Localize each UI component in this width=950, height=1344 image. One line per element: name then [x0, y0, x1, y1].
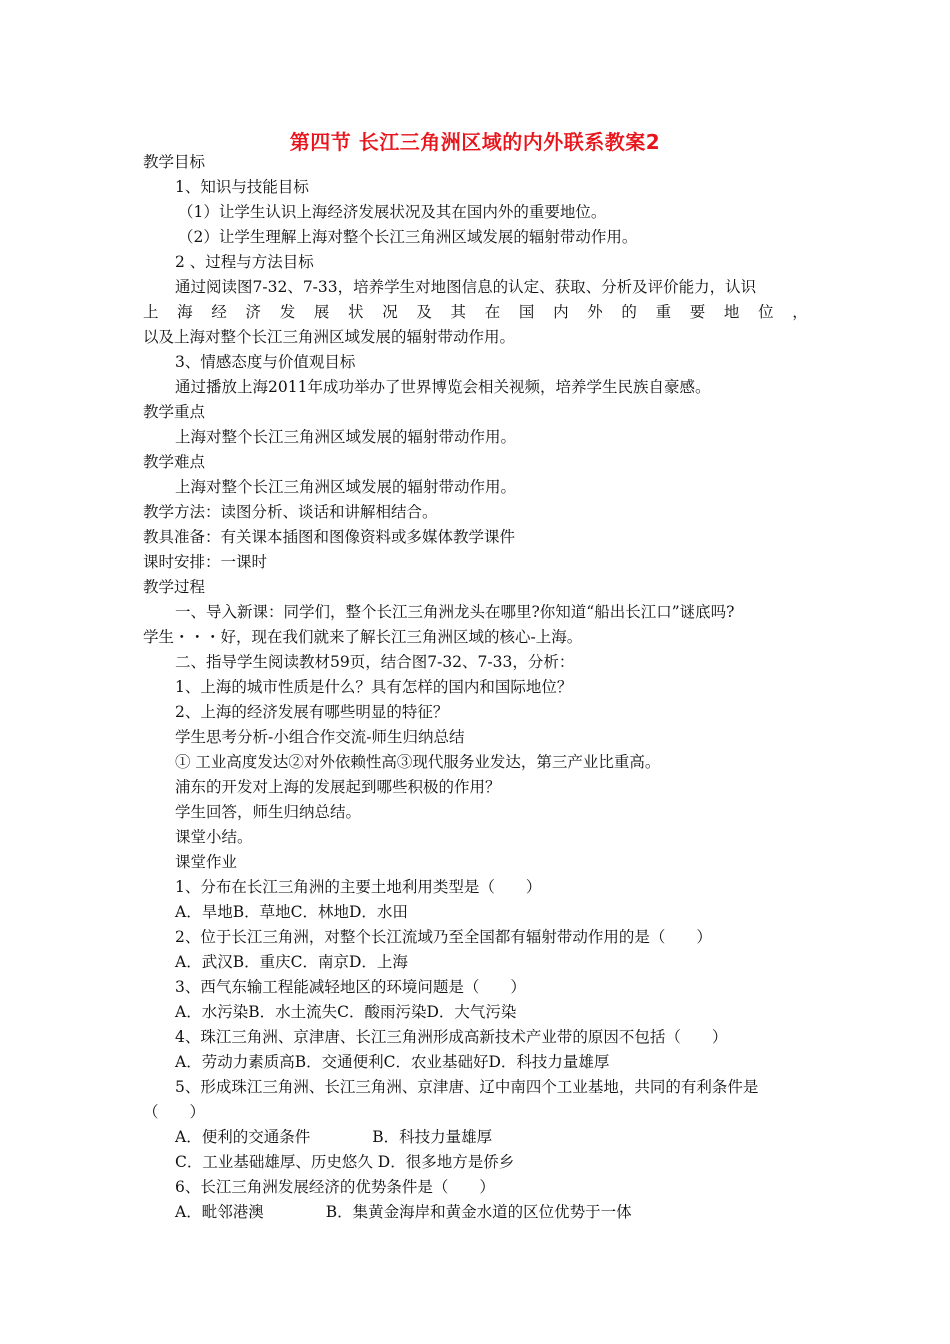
- answer-options: A．便利的交通条件 B．科技力量雄厚: [175, 1128, 493, 1146]
- text-line: 学生思考分析-小组合作交流-师生归纳总结: [175, 728, 465, 746]
- text-line: 二、指导学生阅读教材59页，结合图7-32、7-33，分析：: [175, 653, 575, 671]
- text-line: 1、上海的城市性质是什么？具有怎样的国内和国际地位？: [175, 678, 573, 696]
- text-line: 上海对整个长江三角洲区域发展的辐射带动作用。: [175, 478, 517, 496]
- question-text: 2、位于长江三角洲，对整个长江流域乃至全国都有辐射带动作用的是（ ）: [175, 928, 712, 946]
- question-text: （ ）: [143, 1103, 206, 1121]
- char: 及: [416, 303, 432, 321]
- question-text: 4、珠江三角洲、京津唐、长江三角洲形成高新技术产业带的原因不包括（ ）: [175, 1028, 728, 1046]
- answer-options: A．旱地B．草地C．林地D．水田: [175, 903, 408, 921]
- char: 的: [621, 303, 637, 321]
- text-line: （2）让学生理解上海对整个长江三角洲区域发展的辐射带动作用。: [178, 228, 638, 246]
- text-line: 一、导入新课：同学们，整个长江三角洲龙头在哪里?你知道“船出长江口”谜底吗?: [175, 603, 735, 621]
- justified-text-line: [143, 302, 808, 322]
- section-heading: 教学目标: [143, 153, 206, 171]
- text-line: 通过播放上海2011年成功举办了世界博览会相关视频，培养学生民族自豪感。: [175, 378, 711, 396]
- text-line: （1）让学生认识上海经济发展状况及其在国内外的重要地位。: [178, 203, 607, 221]
- char: 济: [245, 303, 262, 321]
- sub-heading: 3、情感态度与价值观目标: [175, 353, 356, 371]
- question-text: 5、形成珠江三角洲、长江三角洲、京津唐、辽中南四个工业基地，共同的有利条件是: [175, 1078, 759, 1096]
- sub-heading: 2 、过程与方法目标: [175, 253, 314, 271]
- char: 国: [518, 303, 535, 321]
- text-line: ① 工业高度发达②对外依赖性高③现代服务业发达，第三产业比重高。: [175, 753, 661, 771]
- section-heading: 教学过程: [143, 578, 206, 596]
- char: 发: [279, 303, 296, 321]
- question-text: 3、西气东输工程能减轻地区的环境问题是（ ）: [175, 978, 526, 996]
- text-line: 课时安排：一课时: [143, 553, 268, 571]
- char: 地: [723, 303, 740, 321]
- text-line: 教学方法：读图分析、谈话和讲解相结合。: [143, 503, 438, 521]
- text-line: 学生・・・好，现在我们就来了解长江三角洲区域的核心-上海。: [143, 628, 583, 646]
- text-line: 通过阅读图7-32、7-33，培养学生对地图信息的认定、获取、分析及评价能力，认识: [175, 278, 757, 296]
- text-line: 上海对整个长江三角洲区域发展的辐射带动作用。: [175, 428, 517, 446]
- char: 外: [587, 303, 603, 321]
- section-heading: 教学难点: [143, 453, 206, 471]
- text-line: 浦东的开发对上海的发展起到哪些积极的作用？: [175, 778, 501, 796]
- char: 经: [211, 303, 227, 321]
- document-title: 第四节 长江三角洲区域的内外联系教案2: [289, 130, 661, 154]
- char: 其: [450, 303, 467, 321]
- text-line: 课堂小结。: [175, 828, 253, 846]
- sub-heading: 1、知识与技能目标: [175, 178, 309, 196]
- answer-options: A．劳动力素质高B．交通便利C．农业基础好D．科技力量雄厚: [175, 1053, 610, 1071]
- char: 展: [313, 303, 330, 321]
- char: 位: [758, 303, 774, 321]
- char: ，: [792, 303, 808, 321]
- sub-heading: 课堂作业: [175, 853, 238, 871]
- char: 上: [143, 303, 159, 321]
- question-text: 1、分布在长江三角洲的主要土地利用类型是（ ）: [175, 878, 542, 896]
- question-text: 6、长江三角洲发展经济的优势条件是（ ）: [175, 1178, 495, 1196]
- answer-options: A．武汉B．重庆C．南京D．上海: [175, 953, 408, 971]
- char: 海: [177, 303, 193, 321]
- answer-options: A．水污染B．水土流失C．酸雨污染D．大气污染: [175, 1003, 517, 1021]
- answer-options: C．工业基础雄厚、历史悠久 D．很多地方是侨乡: [175, 1153, 515, 1171]
- text-line: 学生回答，师生归纳总结。: [175, 803, 362, 821]
- char: 内: [553, 303, 569, 321]
- text-line: 教具准备：有关课本插图和图像资料或多媒体教学课件: [143, 528, 516, 546]
- char: 况: [382, 303, 398, 321]
- answer-options: A．毗邻港澳 B．集黄金海岸和黄金水道的区位优势于一体: [175, 1203, 632, 1221]
- text-line: 2、上海的经济发展有哪些明显的特征？: [175, 703, 449, 721]
- text-line: 以及上海对整个长江三角洲区域发展的辐射带动作用。: [143, 328, 516, 346]
- section-heading: 教学重点: [143, 403, 206, 421]
- char: 重: [655, 303, 672, 321]
- char: 状: [348, 303, 364, 321]
- char: 在: [484, 303, 501, 321]
- char: 要: [689, 303, 706, 321]
